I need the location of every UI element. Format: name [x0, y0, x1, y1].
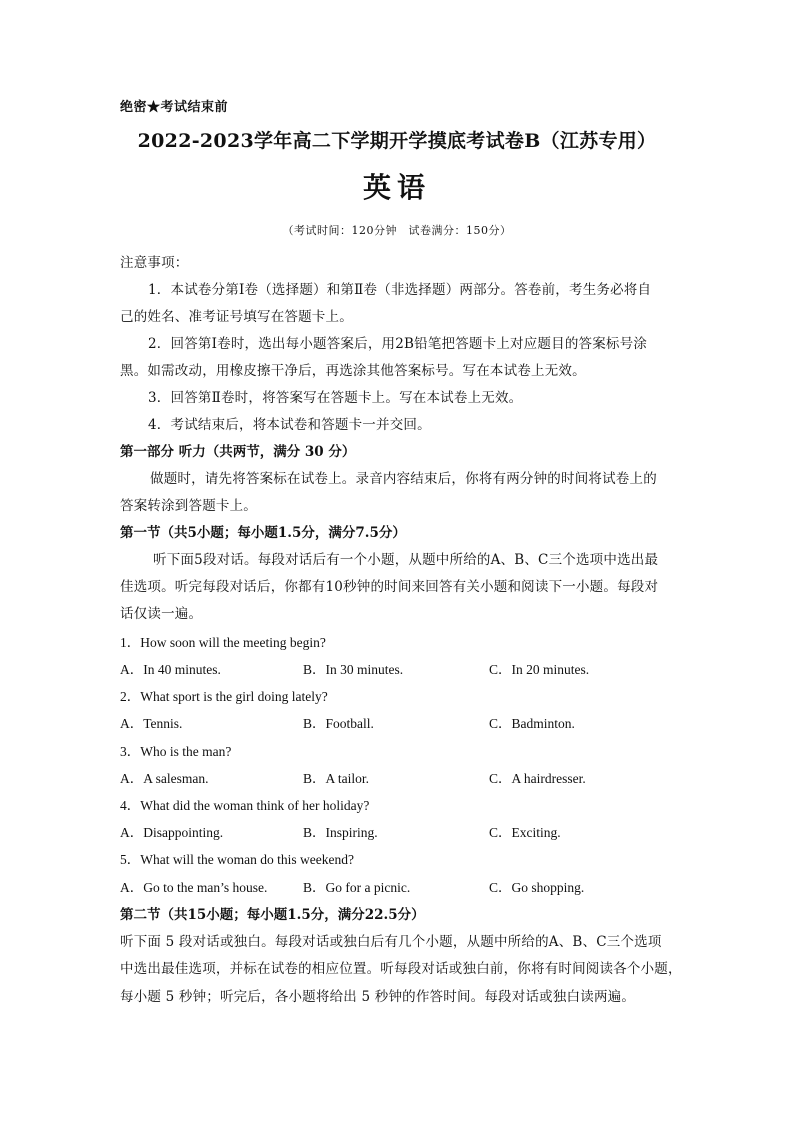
option-a: A．Tennis.	[120, 716, 183, 731]
question-text: 4．What did the woman think of her holiday?	[120, 798, 370, 813]
exam-time-info: （考试时间：120分钟 试卷满分：150分）	[282, 224, 512, 237]
option-c: C．Go shopping.	[489, 880, 585, 895]
question-text: 1．How soon will the meeting begin?	[120, 635, 326, 650]
subject-title: 英语	[362, 171, 431, 204]
notice-line: 黑。如需改动，用橡皮擦干净后，再选涂其他答案标号。写在本试卷上无效。	[120, 363, 586, 379]
option-b: B．Inspiring.	[303, 825, 378, 840]
notice-heading: 注意事项：	[120, 255, 189, 271]
section1-instruction-line: 听下面5段对话。每段对话后有一个小题，从题中所给的A、B、C三个选项中选出最	[153, 552, 659, 568]
option-b: B．In 30 minutes.	[303, 662, 404, 677]
section2-heading: 第二节（共15小题；每小题1.5分，满分22.5分）	[120, 907, 425, 923]
option-c: C．Badminton.	[489, 716, 575, 731]
part1-instruction-line: 答案转涂到答题卡上。	[120, 498, 257, 514]
option-c: C．In 20 minutes.	[489, 662, 590, 677]
option-b: B．Football.	[303, 716, 374, 731]
part1-heading: 第一部分 听力（共两节，满分 30 分）	[120, 444, 356, 460]
question-text: 3．Who is the man?	[120, 744, 232, 759]
notice-line: 3．回答第Ⅱ卷时，将答案写在答题卡上。写在本试卷上无效。	[148, 390, 523, 406]
notice-line: 1．本试卷分第Ⅰ卷（选择题）和第Ⅱ卷（非选择题）两部分。答卷前，考生务必将自	[148, 282, 652, 298]
section1-instruction-line: 话仅读一遍。	[120, 606, 203, 622]
part1-instruction-line: 做题时，请先将答案标在试卷上。录音内容结束后，你将有两分钟的时间将试卷上的	[150, 471, 657, 487]
option-a: A．In 40 minutes.	[120, 662, 221, 677]
section1-heading: 第一节（共5小题；每小题1.5分，满分7.5分）	[120, 525, 406, 541]
question-text: 2．What sport is the girl doing lately?	[120, 689, 328, 704]
exam-title: 2022-2023学年高二下学期开学摸底考试卷B（江苏专用）	[137, 130, 657, 152]
option-a: A．A salesman.	[120, 771, 209, 786]
option-c: C．Exciting.	[489, 825, 561, 840]
notice-line: 2．回答第Ⅰ卷时，选出每小题答案后，用2B铅笔把答题卡上对应题目的答案标号涂	[148, 336, 648, 352]
option-a: A．Go to the man’s house.	[120, 880, 268, 895]
option-a: A．Disappointing.	[120, 825, 224, 840]
section2-instruction-line: 中选出最佳选项，并标在试卷的相应位置。听每段对话或独白前，你将有时间阅读各个小题，	[120, 961, 682, 977]
option-b: B．A tailor.	[303, 771, 370, 786]
question-text: 5．What will the woman do this weekend?	[120, 852, 354, 867]
section2-instruction-line: 每小题 5 秒钟；听完后，各小题将给出 5 秒钟的作答时间。每段对话或独白读两遍。	[120, 989, 636, 1005]
notice-line: 4．考试结束后，将本试卷和答题卡一并交回。	[148, 417, 431, 433]
option-c: C．A hairdresser.	[489, 771, 586, 786]
option-b: B．Go for a picnic.	[303, 880, 411, 895]
notice-line: 己的姓名、准考证号填写在答题卡上。	[120, 309, 353, 325]
section2-instruction-line: 听下面 5 段对话或独白。每段对话或独白后有几个小题，从题中所给的A、B、C三个选项	[120, 934, 662, 950]
confidential-label: 绝密★考试结束前	[120, 100, 229, 115]
section1-instruction-line: 佳选项。听完每段对话后，你都有10秒钟的时间来回答有关小题和阅读下一小题。每段对	[120, 579, 659, 595]
